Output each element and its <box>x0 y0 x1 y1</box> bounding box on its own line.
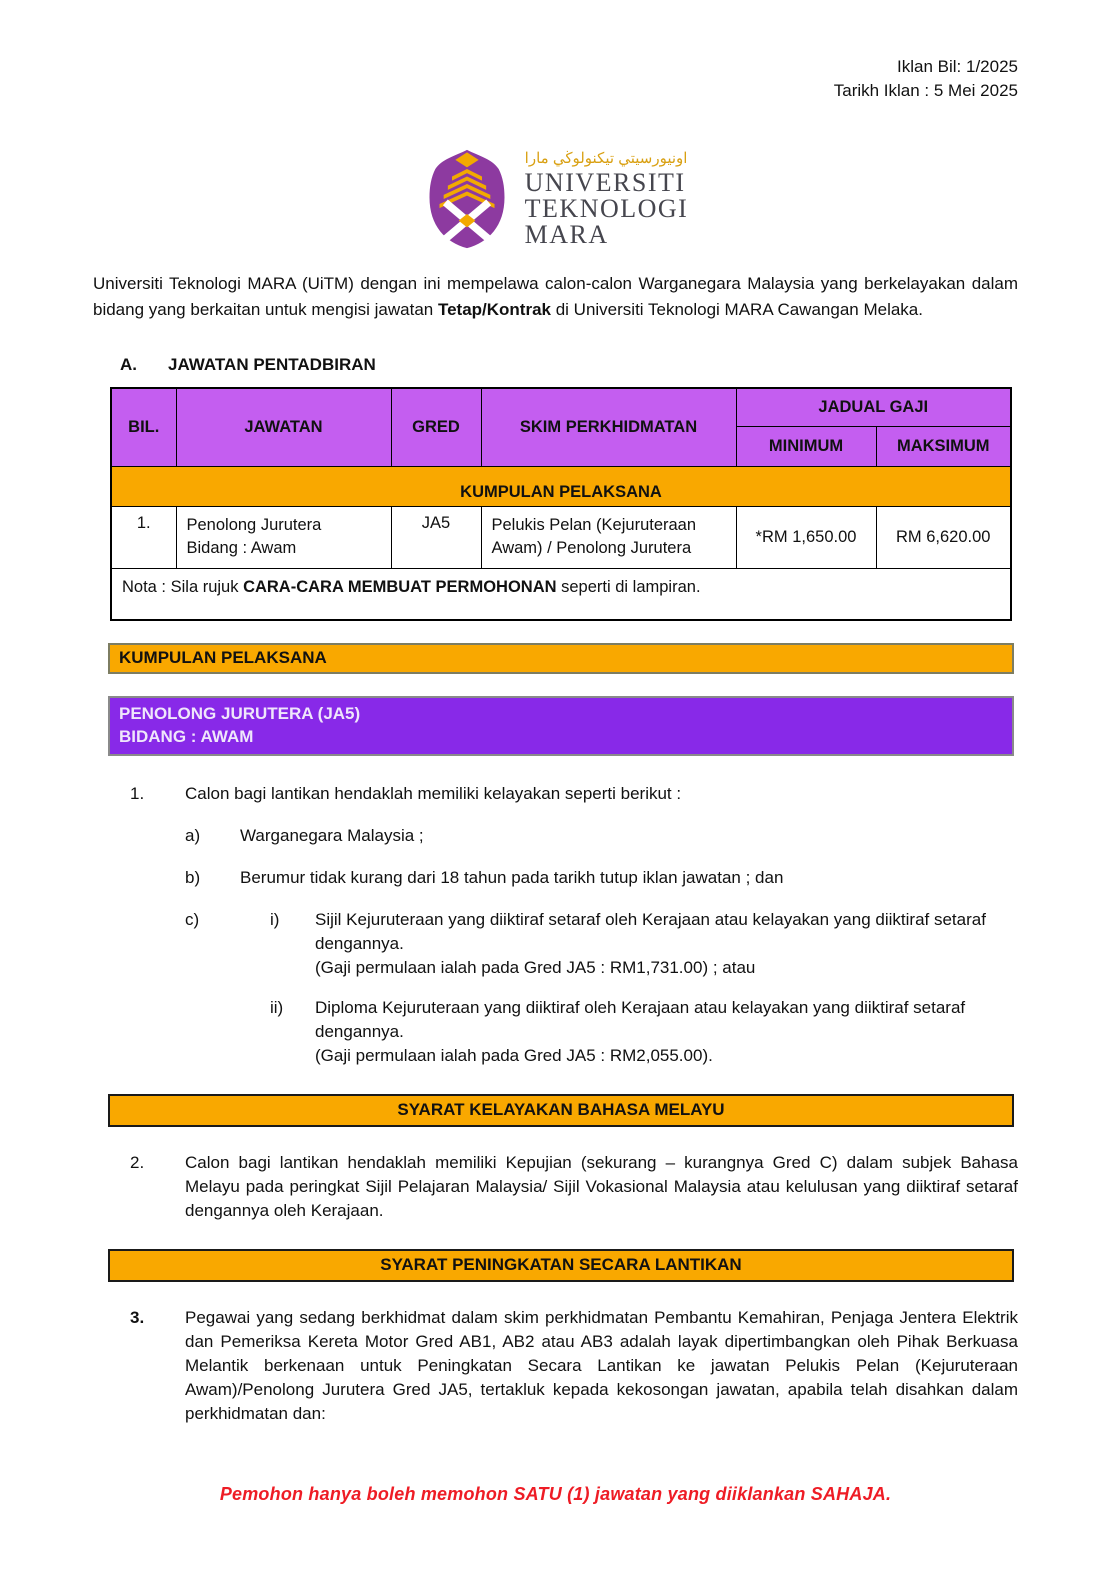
banner-syarat-bahasa-melayu: SYARAT KELAYAKAN BAHASA MELAYU <box>108 1094 1014 1127</box>
banner-position <box>108 696 1014 756</box>
section-a-title: JAWATAN PENTADBIRAN <box>168 355 376 374</box>
advert-number: Iklan Bil: 1/2025 <box>897 57 1018 76</box>
intro-text-bold: Tetap/Kontrak <box>437 300 551 319</box>
table-nota-row <box>111 568 1011 620</box>
item-1cii-roman: ii) <box>270 997 284 1017</box>
requirement-item-3 <box>93 1306 1018 1426</box>
item-1b-text: Berumur tidak kurang dari 18 tahun pada tarikh tutup iklan jawatan ; dan <box>240 867 784 887</box>
intro-text-after: di Universiti Teknologi MARA Cawangan Melaka. <box>551 300 923 319</box>
logo-name-line2: TEKNOLOGI <box>524 194 689 223</box>
requirements-list <box>93 782 1018 1426</box>
col-header-jadual-gaji: JADUAL GAJI <box>736 388 1011 426</box>
banner-kumpulan-pelaksana: KUMPULAN PELAKSANA <box>108 643 1014 674</box>
table-row <box>111 506 1011 568</box>
col-header-gred: GRED <box>391 388 481 466</box>
section-a-label: A. <box>120 355 137 374</box>
item-2-text: Calon bagi lantikan hendaklah memiliki Kepujian (sekurang – kurangnya Gred C) dalam subjek Bahasa Melayu pada peringkat Sijil Pelajaran Malaysia/ Sijil Vokasional Malaysia atau kelulusan yang diiktiraf setaraf dengannya oleh Kerajaan. <box>185 1152 1018 1220</box>
col-header-skim: SKIM PERKHIDMATAN <box>481 388 736 466</box>
cell-maksimum: RM 6,620.00 <box>876 506 1011 568</box>
item-1c-letter: c) <box>185 909 200 929</box>
item-1cii-body: Diploma Kejuruteraan yang diiktiraf oleh Kerajaan atau kelayakan yang diiktiraf setaraf dengannya. <box>315 997 966 1041</box>
logo-jawi-script: اونيورسيتي تيكنولوڬي مارا <box>524 150 688 167</box>
col-header-bil: BIL. <box>111 388 176 466</box>
item-1ci-body: Sijil Kejuruteraan yang diiktiraf setaraf oleh Kerajaan atau kelayakan yang diiktiraf setaraf dengannya. <box>315 909 986 953</box>
item-1-text: Calon bagi lantikan hendaklah memiliki kelayakan seperti berikut : <box>185 783 682 803</box>
cell-jawatan <box>176 506 391 568</box>
intro-text-before: Universiti Teknologi MARA (UiTM) dengan ini mempelawa calon-calon Warganegara Malaysia yang berkelayakan dalam bidang yang berkaitan untuk mengisi jawatan <box>93 274 1018 319</box>
item-1a-text: Warganegara Malaysia ; <box>240 825 424 845</box>
advert-meta <box>93 55 1018 103</box>
uitm-shield-icon <box>423 149 511 249</box>
cell-minimum: *RM 1,650.00 <box>736 506 876 568</box>
cell-gred: JA5 <box>391 506 481 568</box>
item-2-number: 2. <box>130 1152 145 1172</box>
nota-text-before: Nota : Sila rujuk <box>122 577 244 596</box>
requirement-item-1b <box>93 866 1018 890</box>
item-1ci-gaji: (Gaji permulaan ialah pada Gred JA5 : RM1,731.00) ; atau <box>315 957 756 977</box>
uitm-logo <box>93 147 1018 251</box>
item-1ci-roman: i) <box>270 909 280 929</box>
banner-position-line2: BIDANG : AWAM <box>119 726 254 746</box>
logo-name-line1: UNIVERSITI <box>524 168 686 197</box>
item-3-text: Pegawai yang sedang berkhidmat dalam skim perkhidmatan Pembantu Kemahiran, Penjaga Jentera Elektrik dan Pemeriksa Kereta Motor Gred AB1, AB2 atau AB3 adalah layak dipertimbangkan oleh Pihak Berkuasa Melantik berkenaan untuk Peningkatan Secara Lantikan ke jawatan Pelukis Pelan (Kejuruteraan Awam)/Penolong Jurutera Gred JA5, tertakluk kepada kekosongan jawatan, apabila telah disahkan dalam perkhidmatan dan: <box>185 1307 1018 1423</box>
item-3-number: 3. <box>130 1307 145 1327</box>
item-1-number: 1. <box>130 783 145 803</box>
cell-bil: 1. <box>111 506 176 568</box>
nota-text-after: seperti di lampiran. <box>556 577 701 596</box>
uitm-wordmark <box>525 150 689 248</box>
col-header-maksimum: MAKSIMUM <box>876 426 1011 466</box>
col-header-minimum: MINIMUM <box>736 426 876 466</box>
requirement-item-2 <box>93 1151 1018 1223</box>
footer-notice: Pemohon hanya boleh memohon SATU (1) jawatan yang diiklankan SAHAJA. <box>219 1484 892 1504</box>
logo-name-line3: MARA <box>524 220 609 249</box>
item-1cii-gaji: (Gaji permulaan ialah pada Gred JA5 : RM2,055.00). <box>315 1045 713 1065</box>
item-1b-letter: b) <box>185 867 201 887</box>
section-a-heading <box>120 355 1018 375</box>
intro-paragraph <box>93 271 1018 323</box>
banner-syarat-peningkatan: SYARAT PENINGKATAN SECARA LANTIKAN <box>108 1249 1014 1282</box>
item-1cii-text <box>315 996 1018 1068</box>
advert-date: Tarikh Iklan : 5 Mei 2025 <box>833 81 1018 100</box>
item-1a-letter: a) <box>185 825 201 845</box>
item-1ci-text <box>315 908 1018 980</box>
banner-position-line1: PENOLONG JURUTERA (JA5) <box>119 703 361 723</box>
col-header-jawatan: JAWATAN <box>176 388 391 466</box>
requirement-item-1c-ii <box>93 996 1018 1068</box>
requirement-item-1a <box>93 824 1018 848</box>
nota-text-bold: CARA-CARA MEMBUAT PERMOHONAN <box>243 577 557 596</box>
table-group-header: KUMPULAN PELAKSANA <box>111 466 1011 506</box>
requirement-item-1 <box>93 782 1018 806</box>
job-table <box>110 387 1012 621</box>
requirement-item-1c-i <box>93 908 1018 980</box>
cell-skim: Pelukis Pelan (Kejuruteraan Awam) / Penolong Jurutera <box>481 506 736 568</box>
jawatan-line1: Penolong Jurutera <box>186 515 322 534</box>
jawatan-line2: Bidang : Awam <box>186 538 297 557</box>
